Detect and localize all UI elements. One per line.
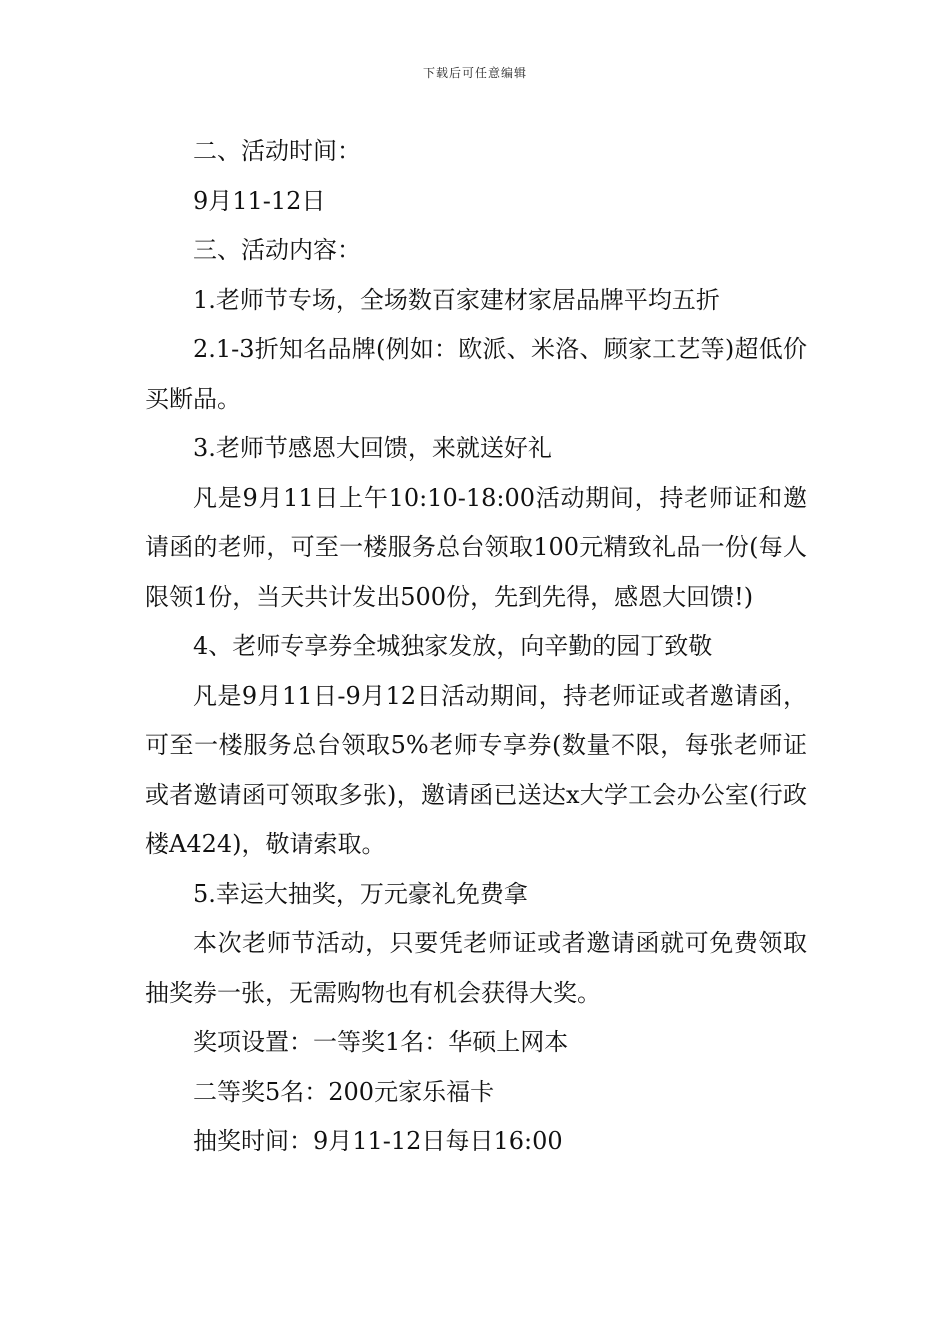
page-header: 下载后可任意编辑 — [422, 66, 527, 80]
item-5-detail: 本次老师节活动，只要凭老师证或者邀请函就可免费领取抽奖券一张，无需购物也有机会获得大奖。 — [145, 929, 807, 1007]
item-4: 4、老师专享券全城独家发放，向辛勤的园丁致敬 — [193, 632, 713, 660]
section-heading-content: 三、活动内容： — [193, 236, 361, 264]
draw-time: 抽奖时间：9月11-12日每日16:00 — [193, 1127, 563, 1155]
item-1: 1.老师节专场，全场数百家建材家居品牌平均五折 — [193, 285, 720, 314]
item-4-detail: 凡是9月11日-9月12日活动期间，持老师证或者邀请函，可至一楼服务总台领取5%老师专享券(数量不限，每张老师证或者邀请函可领取多张)，邀请函已送达x大学工会办公室(行政楼A424)，敬请索取。 — [145, 681, 807, 858]
section-heading-time: 二、活动时间： — [193, 137, 361, 165]
document-body — [145, 127, 807, 1167]
event-date: 9月11-12日 — [193, 186, 326, 215]
second-prize: 二等奖5名：200元家乐福卡 — [193, 1077, 495, 1106]
item-3: 3.老师节感恩大回馈，来就送好礼 — [193, 434, 552, 462]
item-2: 2.1-3折知名品牌(例如：欧派、米洛、顾家工艺等)超低价买断品。 — [145, 335, 807, 413]
item-5: 5.幸运大抽奖，万元豪礼免费拿 — [193, 879, 528, 908]
item-3-detail: 凡是9月11日上午10:10-18:00活动期间，持老师证和邀请函的老师，可至一楼服务总台领取100元精致礼品一份(每人限领1份，当天共计发出500份，先到先得，感恩大回馈!) — [145, 483, 807, 611]
prize-setting: 奖项设置：一等奖1名：华硕上网本 — [193, 1028, 569, 1056]
